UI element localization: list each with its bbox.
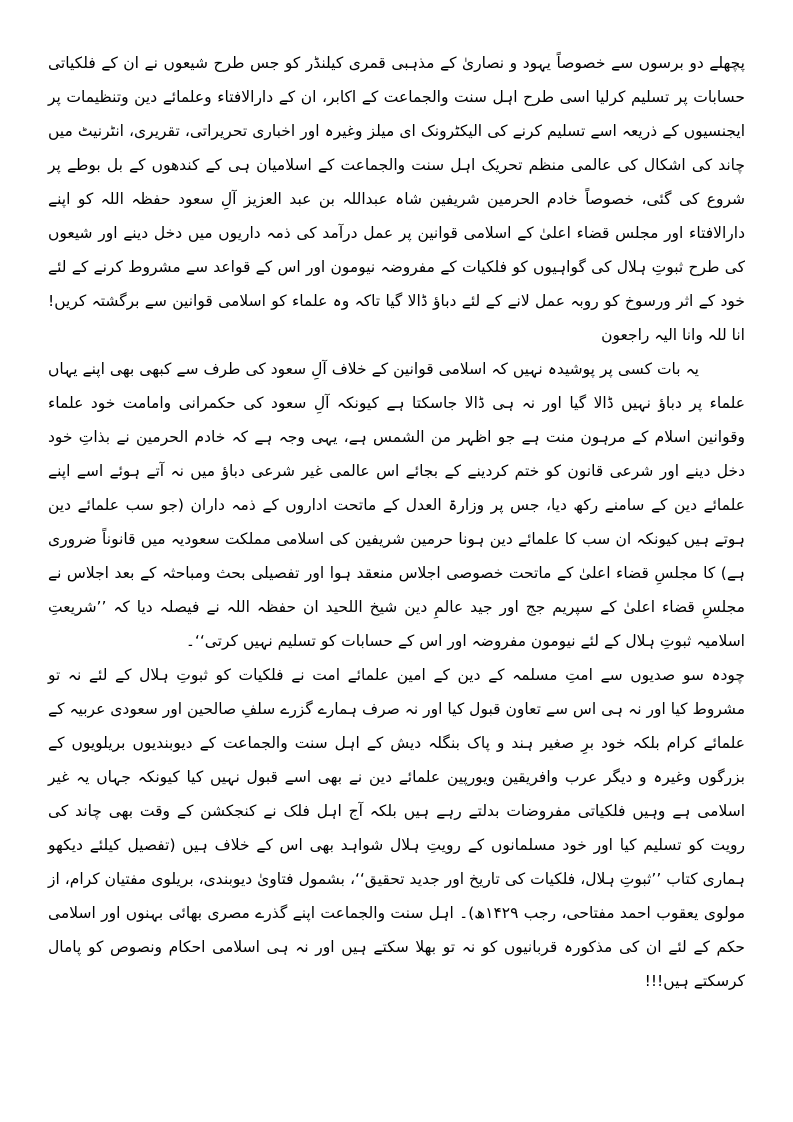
paragraph: چودہ سو صدیوں سے امتِ مسلمہ کے دین کے امین علمائے امت نے فلکیات کو ثبوتِ ہلال کے لئے نہ تو مشروط کیا اور نہ ہی اس سے تعاون قبول کیا اور نہ صرف ہمارے گزرے سلفِ صالحین اور سعودی عربیہ کے علمائے کرام بلکہ خود برِ صغیر ہند و پاک بنگلہ دیش کے اہل سنت والجماعت کے دیوبندیوں بریلویوں کے بزرگوں وغیرہ و دیگر عرب وافریقین ویورپین علمائے دین نے بھی اسے قبول نہیں کیا کیونکہ جہاں یہ غیر اسلامی ہے وہیں فلکیاتی مفروضات بدلتے رہے ہیں بلکہ آج اہل فلک نے کنجکشن کے وقت بھی چاند کی رویت کو تسلیم کیا اور خود مسلمانوں کے رویتِ ہلال شواہد بھی اس کے خلاف ہیں (تفصیل کیلئے دیکھو ہماری کتاب ’’ثبوتِ ہلال، فلکیات کی تاریخ اور جدید تحقیق‘‘، بشمول فتاویٰ دیوبندی، بریلوی مفتیان کرام، از مولوی یعقوب احمد مفتاحی، رجب ۱۴۲۹ھ)۔ اہل سنت والجماعت اپنے گذرے مصری بھائی بہنوں اور اسلامی حکم کے لئے ان کی مذکورہ قربانیوں کو نہ تو بھلا سکتے ہیں اور نہ ہی اسلامی احکام ونصوص کو پامال کرسکتے ہیں!!! <box>48 666 745 990</box>
paragraph: پچھلے دو برسوں سے خصوصاً یہود و نصاریٰ کے مذہبی قمری کیلنڈر کو جس طرح شیعوں نے ان کے فلکیاتی حسابات پر تسلیم کرلیا اسی طرح اہل سنت والجماعت کے اکابر، ان کے دارالافتاء وعلمائے دین وتنظیمات پر ایجنسیوں کے ذریعہ اسے تسلیم کرنے کی الیکٹرونک ای میلز وغیرہ اور اخباری تحریراتی، تقریری، انٹرنیٹ میں چاند کی اشکال کی عالمی منظم تحریک اہل سنت والجماعت کے اسلامیان ہی کے کندھوں کے بل بوطے پر شروع کی گئی، خصوصاً خادم الحرمین شریفین شاہ عبداللہ بن عبد العزیز آلِ سعود حفظہ اللہ کو اپنے دارالافتاء اور مجلس قضاء اعلیٰ کے اسلامی قوانین پر عمل درآمد کی ذمہ داریوں میں دخل دینے اور شیعوں کی طرح ثبوتِ ہلال کی گواہیوں کو فلکیات کے مفروضہ نیومون اور اس کے قواعد سے مشروط کرنے کے لئے خود کے اثر ورسوخ کو روبہ عمل لانے کے لئے دباؤ ڈالا گیا تاکہ وہ علماء کو اسلامی قوانین سے برگشتہ کریں! انا للہ وانا الیہ راجعون <box>48 54 745 344</box>
paragraph: یہ بات کسی پر پوشیدہ نہیں کہ اسلامی قوانین کے خلاف آلِ سعود کی طرف سے کبھی بھی اپنے یہاں علماء پر دباؤ نہیں ڈالا گیا اور نہ ہی ڈالا جاسکتا ہے کیونکہ آلِ سعود کی حکمرانی وامامت خود علماء وقوانین اسلام کے مرہون منت ہے جو اظہر من الشمس ہے، یہی وجہ ہے کہ خادم الحرمین نے بذاتِ خود دخل دینے اور شرعی قانون کو ختم کردینے کے بجائے اس عالمی غیر شرعی دباؤ میں نہ آتے ہوئے اسے اپنے علمائے دین کے سامنے رکھ دیا، جس پر وزارۃ العدل کے ماتحت اداروں کے ذمہ داران (جو سب علمائے دین ہوتے ہیں کیونکہ ان سب کا علمائے دین ہونا حرمین شریفین کی اسلامی مملکت سعودیہ میں قانوناً ضروری ہے) کا مجلسِ قضاء اعلیٰ کے ماتحت خصوصی اجلاس منعقد ہوا اور تفصیلی بحث ومباحثہ کے بعد اجلاس نے مجلسِ قضاء اعلیٰ کے سپریم جج اور جید عالمِ دین شیخ اللحید ان حفظہ اللہ نے فیصلہ دیا کہ ’’شریعتِ اسلامیہ ثبوتِ ہلال کے لئے نیومون مفروضہ اور اس کے حسابات کو تسلیم نہیں کرتی‘‘۔ <box>48 360 745 650</box>
article-body <box>48 46 745 998</box>
